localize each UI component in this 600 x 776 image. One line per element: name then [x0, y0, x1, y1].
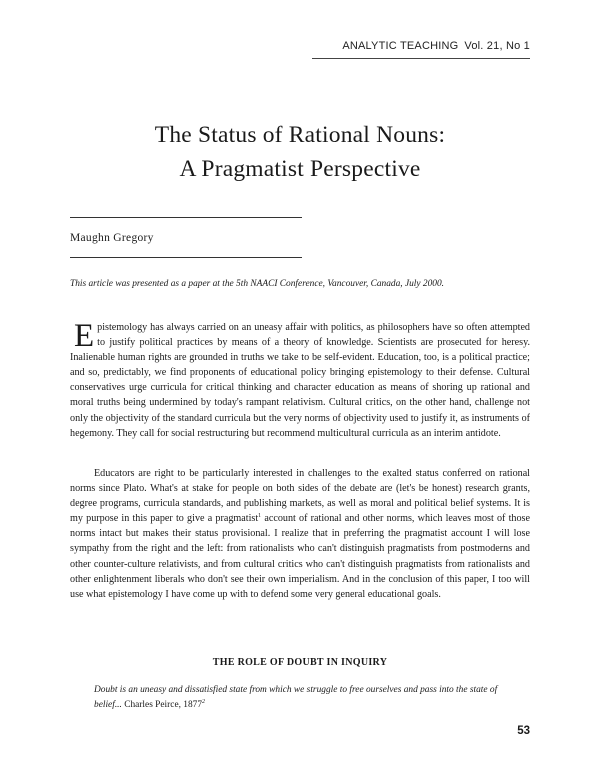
running-header [342, 40, 530, 52]
footnote-ref-2[interactable]: 2 [202, 699, 206, 705]
page-number: 53 [517, 725, 530, 737]
author-name: Maughn Gregory [70, 232, 154, 244]
author-rule-bottom [70, 257, 302, 258]
paragraph-2-text-a: Educators are right to be particularly interested in challenges to the exalted status conferred on rational norms since Plato. What's at stake for people on both sides of the debate are (let's be honest) research grants, degree programs, curricula standards, and publishing markets, as well as moral and political belief systems. It is my purpose in this paper to give a pragmatist [70, 468, 530, 525]
presentation-note: This article was presented as a paper at the 5th NAACI Conference, Vancouver, Canada, July 2000. [70, 279, 444, 289]
paragraph-1-text: pistemology has always carried on an uneasy affair with politics, as philosophers have so often attempted to justify political practices by means of a theory of knowledge. Scientists are prosecuted for heresy. Inalienable human rights are grounded in truths we take to be self-evident. Education, too, is a political practice; and so, predictably, we find proponents of educational policy bringing epistemology to their defense. Cultural conservatives urge curricula for critical thinking and character education as means of shoring up rational and moral truths being undermined by today's rampant relativism. Cultural critics, on the other hand, challenge not only the objectivity of the standard curricula but the very norms of objectivity used to justify it, as instruments of hegemony. They call for social restructuring but recommend multicultural curricula as an interim antidote. [70, 322, 530, 439]
footnote-ref-1[interactable]: 1 [258, 513, 262, 520]
title-line-1: The Status of Rational Nouns: [154, 122, 446, 148]
drop-cap: E [74, 318, 95, 354]
paragraph-1 [70, 320, 530, 441]
header-rule [312, 58, 530, 59]
epigraph-quote: Doubt is an uneasy and dissatisfied state from which we struggle to free ourselves and pass into the state of belief... [94, 685, 498, 710]
epigraph [94, 683, 526, 713]
journal-volume: Vol. 21, No 1 [464, 40, 530, 52]
section-heading: THE ROLE OF DOUBT IN INQUIRY [212, 657, 388, 668]
title-line-2: A Pragmatist Perspective [179, 156, 421, 182]
author-rule-top [70, 217, 302, 218]
paragraph-2 [70, 466, 530, 602]
epigraph-attribution: Charles Peirce, 1877 [121, 700, 203, 710]
journal-name: ANALYTIC TEACHING [342, 40, 459, 52]
paragraph-2-text-b: account of rational and other norms, which leaves most of those norms intact but makes their status provisional. I realize that in preferring the pragmatist account I will lose sympathy from the right and the left: from rationalists who can't distinguish pragmatists from postmoderns and other counter-culture relativists, and from cultural critics who can't distinguish pragmatists from rationalists and other enlightenment liberals who don't see their own imperialism. And in the conclusion of this paper, I too will use what epistemology I have come up with to defend some very general educational goals. [70, 513, 530, 600]
article-title [70, 118, 530, 186]
